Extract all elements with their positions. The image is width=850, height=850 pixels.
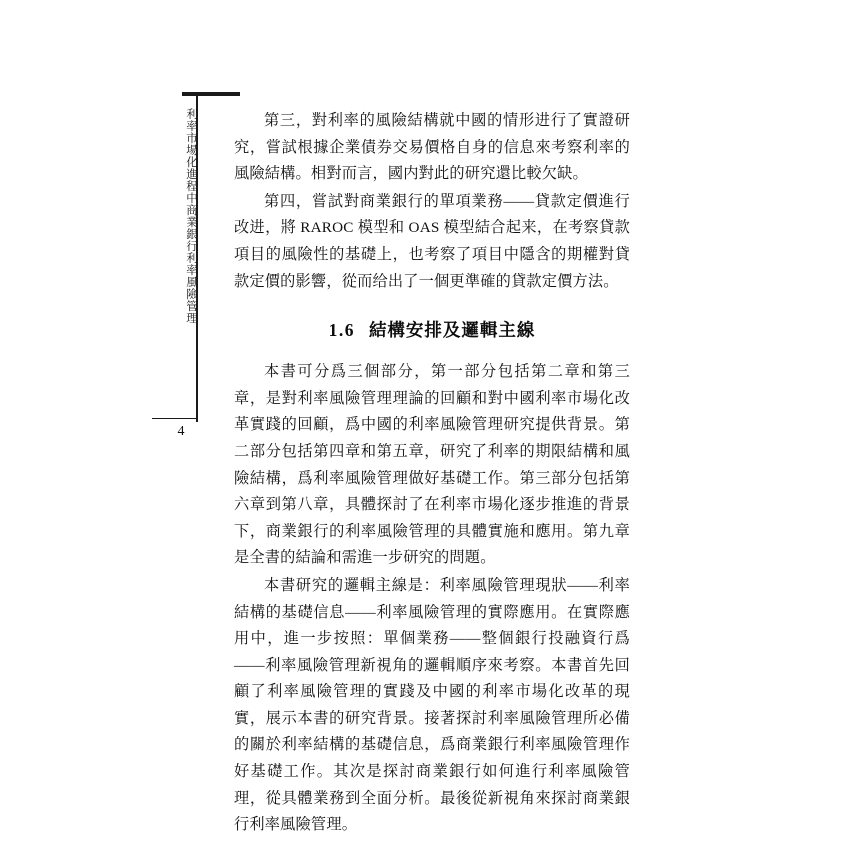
page-number: 4 [177,424,185,439]
paragraph: 本書可分爲三個部分，第一部分包括第二章和第三章，是對利率風險管理理論的回顧和對中國利率市場化改革實踐的回顧，爲中國的利率風險管理研究提供背景。第二部分包括第四章和第五章，研究了利率的期限結構和風險結構，爲利率風險管理做好基礎工作。第三部分包括第六章到第八章，具體探討了在利率市場化逐步推進的背景下，商業銀行的利率風險管理的具體實施和應用。第九章是全書的結論和需進一步研究的問題。 [234,363,630,567]
margin-rule-bottom [152,418,198,419]
margin-rule-top [182,92,240,96]
paragraph: 本書研究的邏輯主線是：利率風險管理現狀——利率結構的基礎信息——利率風險管理的實際應用。在實際應用中，進一步按照：單個業務——整個銀行投融資行爲——利率風險管理新視角的邏輯順序來考察。本書首先回顧了利率風險管理的實踐及中國的利率市場化改革的現實，展示本書的研究背景。接著探討利率風險管理所必備的關於利率結構的基礎信息，爲商業銀行利率風險管理作好基礎工作。其次是探討商業銀行如何進行利率風險管理，從具體業務到全面分析。最後從新視角來探討商業銀行利率風險管理。 [234,576,630,834]
paragraph: 第四，嘗試對商業銀行的單項業務——貸款定價進行改进，將 RAROC 模型和 OAS 模型結合起来，在考察貸款項目的風險性的基礎上，也考察了項目中隱含的期權對貸款定價的影響，從而给出了一個更準確的貸款定價方法。 [234,192,630,290]
section-number: 1.6 [328,320,355,341]
section-title: 結構安排及邏輯主線 [368,320,536,341]
section-heading [234,317,630,343]
text-block [234,108,630,840]
paragraph: 第三，對利率的風險結構就中國的情形进行了實證研究，嘗試根據企業債券交易價格自身的信息來考察利率的風險結構。相對而言，國内對此的研究還比較欠缺。 [234,112,630,183]
running-head: 利率市場化進程中商業銀行利率風險管理 [185,108,197,324]
